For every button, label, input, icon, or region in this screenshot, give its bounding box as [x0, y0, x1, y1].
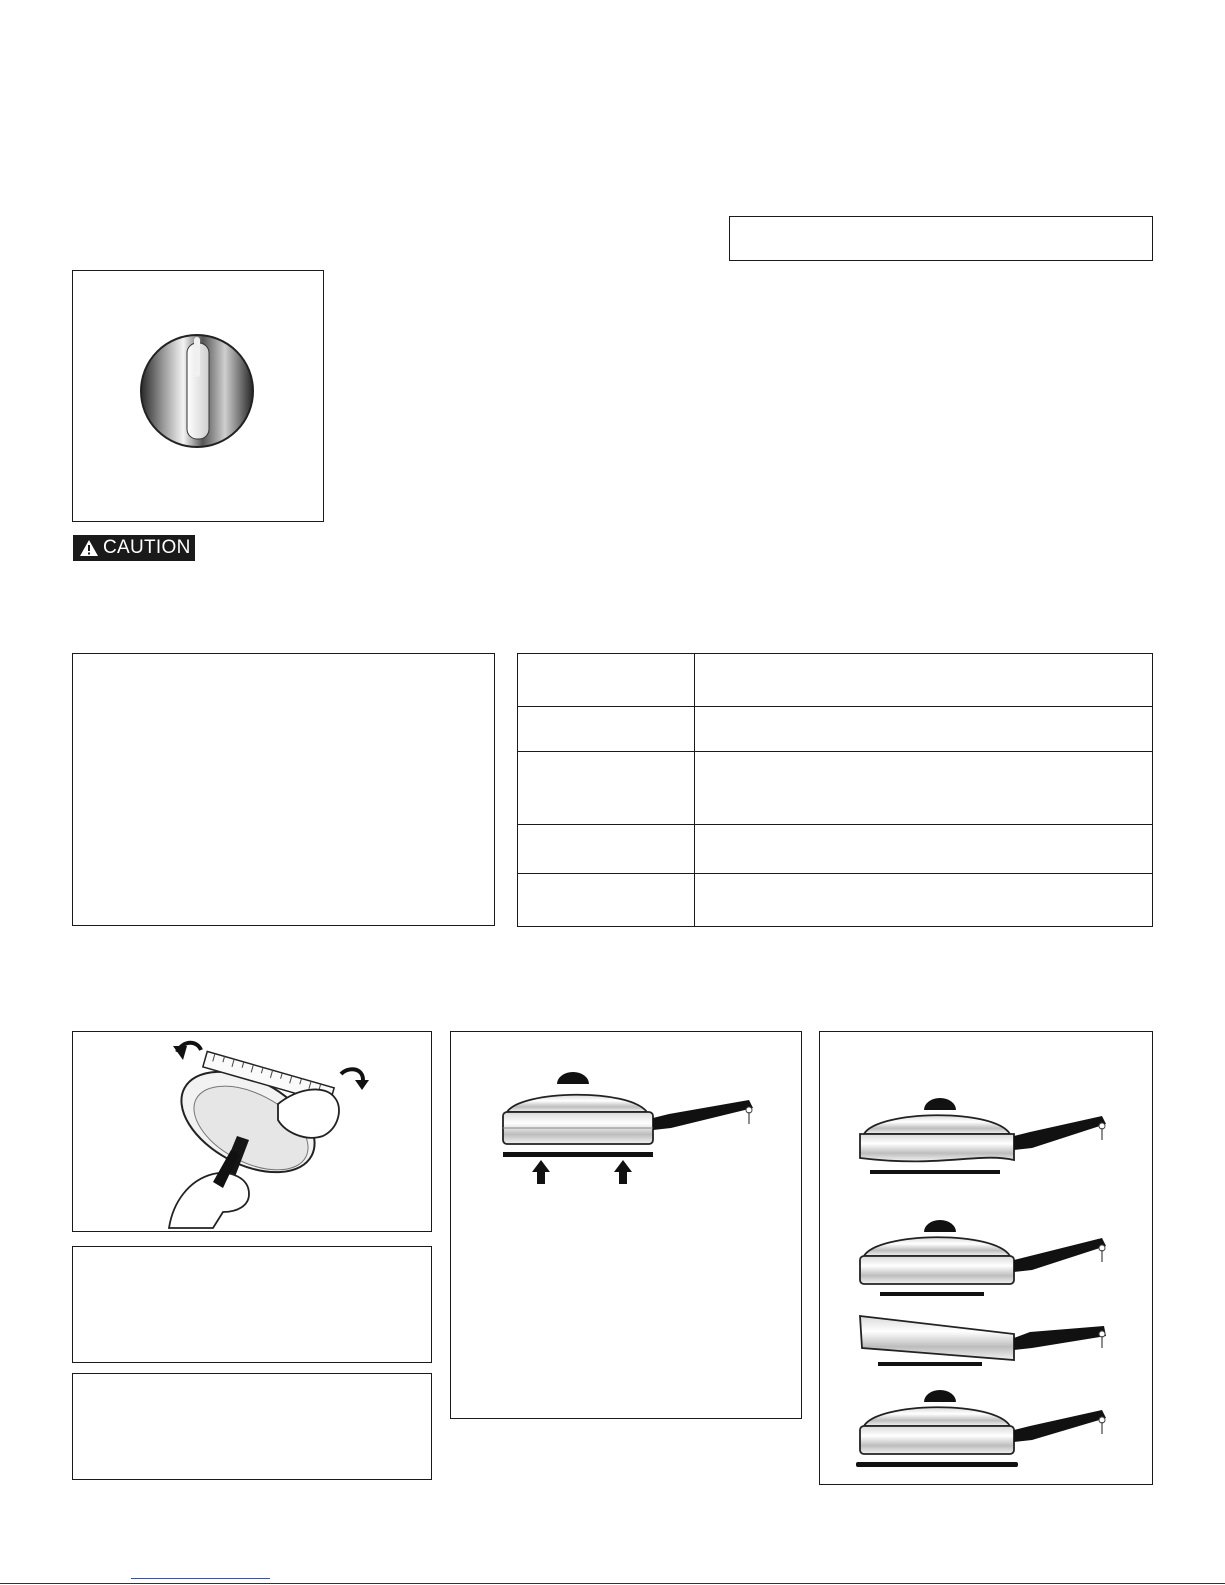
caution-text: CAUTION [103, 537, 191, 558]
table-cell-label [518, 707, 695, 752]
knob-figure [72, 270, 324, 522]
heading-box [729, 216, 1153, 261]
table-cell-text [695, 707, 1153, 752]
incorrect-pans-figure [819, 1031, 1153, 1485]
incorrect-pans-illustration [820, 1032, 1151, 1483]
table-cell-label [518, 825, 695, 874]
tilted-pan [860, 1316, 1106, 1366]
table-cell-text [695, 825, 1153, 874]
flatness-test-figure [72, 1031, 432, 1232]
table-cell-label [518, 874, 695, 927]
text-box-flatness-1 [72, 1246, 432, 1363]
text-box-left [72, 653, 495, 926]
table-row [518, 825, 1153, 874]
control-knob-icon [73, 271, 322, 520]
warning-triangle-icon [79, 539, 99, 557]
table-cell-label [518, 654, 695, 707]
table-row [518, 654, 1153, 707]
info-table [517, 653, 1153, 927]
page-bottom-rule [0, 1583, 1225, 1584]
table-row [518, 752, 1153, 825]
warped-pan [860, 1098, 1106, 1174]
table-row [518, 874, 1153, 927]
oversized-pan [856, 1390, 1106, 1467]
table-cell-text [695, 654, 1153, 707]
table-cell-text [695, 874, 1153, 927]
caution-label [73, 535, 195, 561]
correct-pan-figure [450, 1031, 802, 1419]
text-box-flatness-2 [72, 1373, 432, 1480]
table-cell-label [518, 752, 695, 825]
small-base-pan [860, 1220, 1106, 1296]
table-cell-text [695, 752, 1153, 825]
pan-flatness-illustration [73, 1032, 430, 1230]
table-row [518, 707, 1153, 752]
correct-pan-illustration [451, 1032, 800, 1192]
footer-link-underline[interactable] [131, 1578, 270, 1579]
